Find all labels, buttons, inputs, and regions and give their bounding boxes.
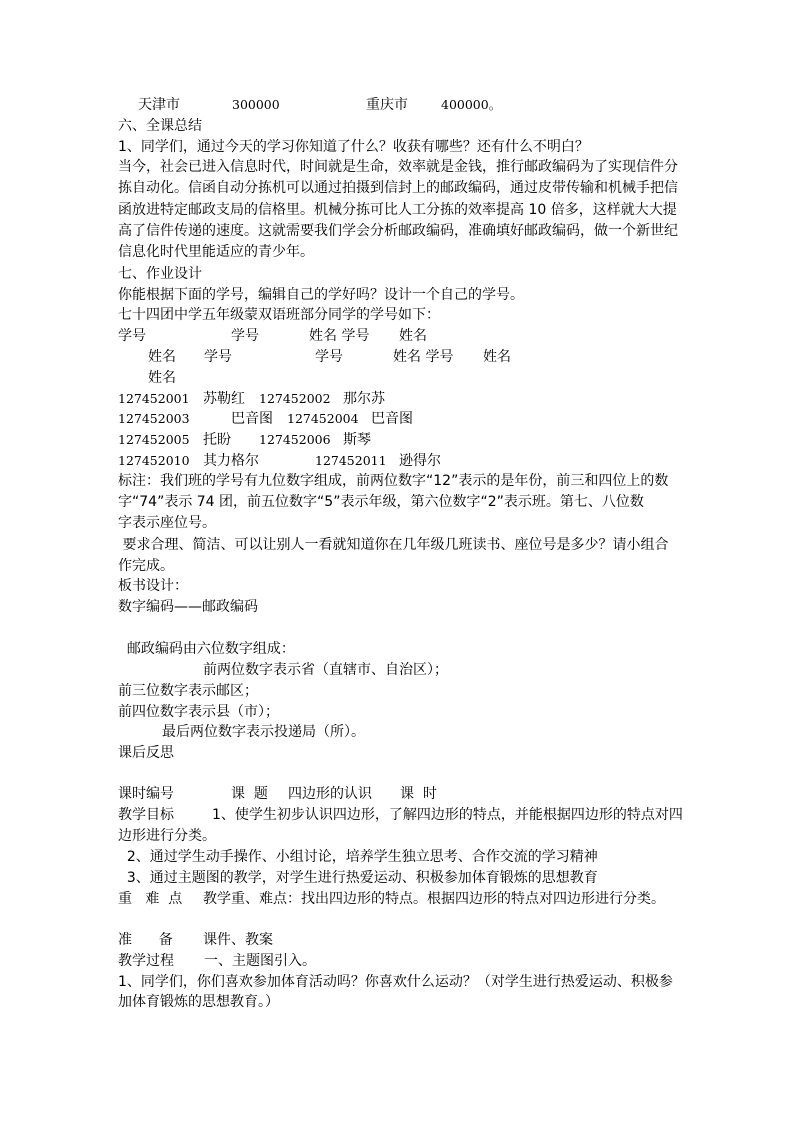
table-header-cell: 学号 bbox=[204, 349, 232, 365]
student-id: 127452003 bbox=[118, 411, 190, 426]
section6-para-line: 函放进特定邮政支局的信格里。机械分拣可比人工分拣的效率提高 10 倍多，这样就大大提 bbox=[118, 202, 677, 218]
goal-line: 3、通过主题图的教学，对学生进行热爱运动、积极参加体育锻炼的思想教育 bbox=[118, 870, 598, 886]
goal-line: 边形进行分类。 bbox=[118, 828, 216, 844]
student-name: 逊得尔 bbox=[399, 453, 441, 469]
table-header-cell: 姓名 bbox=[148, 349, 176, 365]
note-line: 字表示座位号。 bbox=[118, 515, 216, 531]
lesson-code-label: 课时编号 bbox=[118, 786, 174, 802]
key-label: 重 难 点 bbox=[118, 891, 183, 907]
student-name: 斯琴 bbox=[343, 432, 371, 448]
student-name: 托盼 bbox=[203, 432, 231, 448]
goal-line: 2、通过学生动手操作、小组讨论，培养学生独立思考、合作交流的学习精神 bbox=[118, 849, 598, 865]
section7-intro: 七十四团中学五年级蒙双语班部分同学的学号如下： bbox=[118, 307, 440, 323]
lesson-topic-label: 课 题 bbox=[231, 786, 268, 802]
student-name: 巴音图 bbox=[371, 411, 413, 427]
note-line: 字“74”表示 74 团，前五位数字“5”表示年级，第六位数字“2”表示班。第七、八位数 bbox=[118, 494, 644, 510]
section7-prompt: 你能根据下面的学号，编辑自己的学好吗？设计一个自己的学号。 bbox=[118, 287, 524, 303]
board-item: 前四位数字表示县（市）； bbox=[118, 704, 279, 720]
chongqing-value: 400000。 bbox=[441, 97, 502, 112]
board-heading: 板书设计： bbox=[118, 578, 188, 594]
student-name: 巴音图 bbox=[231, 411, 273, 427]
student-id: 127452010 bbox=[118, 453, 190, 468]
student-id: 127452011 bbox=[315, 453, 387, 468]
city-chongqing: 重庆市 bbox=[366, 97, 408, 113]
board-title: 数字编码——邮政编码 bbox=[118, 599, 258, 615]
section6-heading: 六、全课总结 bbox=[118, 118, 202, 134]
table-header-cell: 姓名 bbox=[483, 349, 511, 365]
student-id: 127452006 bbox=[259, 432, 331, 447]
table-header-cell: 学号 bbox=[315, 349, 343, 365]
note-line: 标注：我们班的学号有九位数字组成，前两位数字“12”表示的是年份，前三和四位上的数 bbox=[118, 473, 669, 489]
process-question-line: 1、同学们，你们喜欢参加体育活动吗？你喜欢什么运动？（对学生进行热爱运动、积极参 bbox=[118, 974, 673, 990]
goal-label: 教学目标 bbox=[118, 807, 174, 823]
board-item: 前三位数字表示邮区； bbox=[118, 683, 258, 699]
prep-text: 课件、教案 bbox=[203, 932, 273, 948]
section6-para-line: 高了信件传递的速度。这就需要我们学会分析邮政编码，准确填好邮政编码，做一个新世纪 bbox=[118, 223, 678, 239]
student-id: 127452002 bbox=[259, 391, 331, 406]
goal-line: 1、使学生初步认识四边形，了解四边形的特点，并能根据四边形的特点对四 bbox=[212, 807, 683, 823]
city-tianjin: 天津市 bbox=[138, 97, 180, 113]
section7-heading: 七、作业设计 bbox=[118, 266, 202, 282]
reflection-heading: 课后反思 bbox=[118, 745, 174, 761]
lesson-topic: 四边形的认识 bbox=[288, 786, 372, 802]
table-header-cell: 姓名 学号 bbox=[393, 349, 454, 365]
process-step: 一、主题图引入。 bbox=[204, 953, 316, 969]
key-text: 教学重、难点：找出四边形的特点。根据四边形的特点对四边形进行分类。 bbox=[203, 891, 665, 907]
student-id: 127452001 bbox=[118, 391, 190, 406]
table-header-cell: 姓名 学号 bbox=[309, 328, 370, 344]
lesson-period-label: 课 时 bbox=[400, 786, 437, 802]
section6-para-line: 拣自动化。信函自动分拣机可以通过拍摄到信封上的邮政编码，通过皮带传输和机械手把信 bbox=[118, 180, 678, 196]
board-item: 最后两位数字表示投递局（所）。 bbox=[162, 724, 365, 740]
board-item: 前两位数字表示省（直辖市、自治区）； bbox=[203, 662, 448, 678]
student-id: 127452005 bbox=[118, 432, 190, 447]
student-id: 127452004 bbox=[287, 411, 359, 426]
tianjin-value: 300000 bbox=[232, 97, 280, 112]
board-intro: 邮政编码由六位数字组成： bbox=[118, 641, 295, 657]
student-name: 其力格尔 bbox=[203, 453, 259, 469]
requirement-line: 要求合理、简洁、可以让别人一看就知道你在几年级几班读书、座位号是多少？请小组合 bbox=[118, 537, 669, 553]
table-header-cell: 姓名 bbox=[399, 328, 427, 344]
student-name: 那尔苏 bbox=[343, 391, 385, 407]
table-header-cell: 学号 bbox=[231, 328, 259, 344]
section6-question: 1、同学们，通过今天的学习你知道了什么？收获有哪些？还有什么不明白？ bbox=[118, 139, 589, 155]
section6-para-line: 信息化时代里能适应的青少年。 bbox=[118, 244, 314, 260]
table-header-cell: 学号 bbox=[118, 328, 146, 344]
table-header-cell: 姓名 bbox=[148, 370, 176, 386]
process-label: 教学过程 bbox=[118, 953, 174, 969]
prep-label: 准 备 bbox=[118, 932, 173, 948]
student-name: 苏勒红 bbox=[203, 391, 245, 407]
process-question-line: 加体育锻炼的思想教育。） bbox=[118, 994, 279, 1010]
section6-para-line: 当今，社会已进入信息时代，时间就是生命，效率就是金钱，推行邮政编码为了实现信件分 bbox=[118, 159, 678, 175]
requirement-line: 作完成。 bbox=[118, 558, 174, 574]
